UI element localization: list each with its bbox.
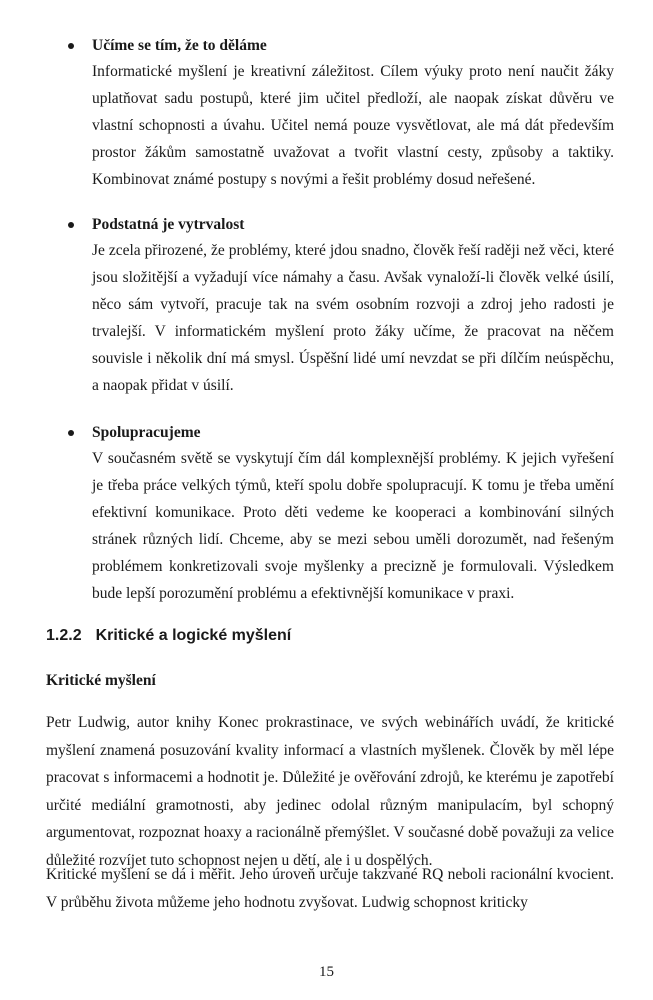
- bullet-title: Spolupracujeme: [66, 421, 614, 445]
- bullet-title: Podstatná je vytrvalost: [66, 213, 614, 237]
- body-paragraph: Kritické myšlení se dá i měřit. Jeho úroveň určuje takzvané RQ neboli racionální kvocient. V průběhu života můžeme jeho hodnotu zvyšovat. Ludwig schopnost kriticky: [46, 866, 614, 911]
- bullet-text: V současném světě se vyskytují čím dál komplexnější problémy. K jejich vyřešení je třeba práce velkých týmů, kteří spolu dobře spolupracují. K tomu je třeba umění efektivní komunikace. Proto děti vedeme ke kooperaci a kombinování silných stránek různých lidí. Chceme, aby se mezi sebou uměli dorozumět, nad řešeným problémem konkretizovali svoje myšlenky a precizně je formulovali. Výsledkem bude lepší porozumění problému a efektivnější komunikace v praxi.: [92, 450, 614, 602]
- bullet-item: [66, 421, 614, 607]
- body-paragraph: Petr Ludwig, autor knihy Konec prokrastinace, ve svých webinářích uvádí, že kritické myšlení znamená posuzování kvality informací a vlastních myšlenek. Člověk by měl lépe pracovat s informacemi a hodnotit je. Důležité je ověřování zdrojů, ke kterému je zapotřebí určité mediální gramotnosti, aby jedinec odolal různým manipulacím, byl schopný argumentovat, rozpoznat hoaxy a racionálně přemýšlet. V současné době považuji za velice důležité rozvíjet tuto schopnost nejen u dětí, ale i u dospělých.: [46, 714, 614, 869]
- section-heading: [46, 624, 291, 648]
- bullet-title: Učíme se tím, že to děláme: [66, 34, 614, 58]
- subsection-heading: Kritické myšlení: [46, 672, 156, 689]
- section-title: Kritické a logické myšlení: [95, 627, 292, 644]
- bullet-item: [66, 213, 614, 399]
- page-number: 15: [319, 964, 334, 980]
- section-number: 1.2.2: [46, 627, 82, 644]
- bullet-text: Informatické myšlení je kreativní záležitost. Cílem výuky proto není naučit žáky uplatňovat sadu postupů, které jim učitel předloží, ale naopak získat důvěru ve vlastní schopnosti a úvahu. Učitel nemá pouze vysvětlovat, ale má dát především prostor žákům samostatně uvažovat a tvořit vlastní cesty, způsoby a taktiky. Kombinovat známé postupy s novými a řešit problémy dosud neřešené.: [92, 63, 614, 188]
- bullet-item: [66, 34, 614, 193]
- bullet-text: Je zcela přirozené, že problémy, které jdou snadno, člověk řeší raději než věci, které jsou složitější a vyžadují více námahy a času. Avšak vynaloží-li člověk velké úsilí, něco sám vytvoří, pracuje tak na svém osobním rozvoji a zdroj jeho radosti je trvalejší. V informatickém myšlení proto žáky učíme, že pracovat na něčem souvisle i několik dní má smysl. Úspěšní lidé umí nevzdat se při dílčím neúspěchu, a naopak přidat v úsilí.: [92, 242, 614, 394]
